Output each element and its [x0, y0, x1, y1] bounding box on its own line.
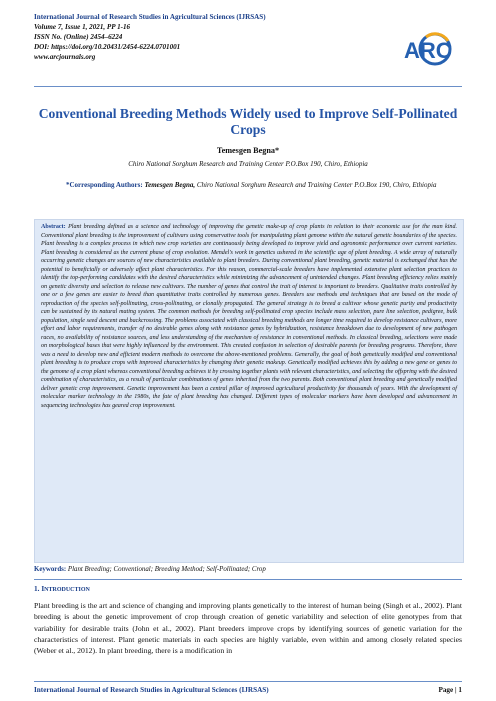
header-rule: [34, 86, 462, 87]
website-link[interactable]: www.arcjournals.org: [34, 53, 96, 61]
author-affiliation: Chiro National Sorghum Research and Training Center P.O.Box 190, Chiro, Ethiopia: [128, 160, 368, 168]
keywords-label: Keywords:: [34, 566, 67, 573]
paper-title: Conventional Breeding Methods Widely used to Improve Self-Pollinated Crops: [38, 106, 458, 137]
volume-info: Volume 7, Issue 1, 2021, PP 1-16: [34, 23, 131, 31]
corresponding-author: [66, 181, 446, 191]
abstract-label: Abstract:: [41, 224, 66, 230]
issn-info: ISSN No. (Online) 2454–6224: [34, 33, 123, 41]
section-title-rest: NTRODUCTION: [44, 587, 90, 593]
journal-header: [34, 12, 364, 62]
page-number: Page | 1: [438, 686, 462, 694]
arc-logo: [396, 28, 462, 74]
section-heading: [34, 584, 90, 593]
page-footer: [34, 686, 462, 694]
corresponding-details: Chiro National Sorghum Research and Training Center P.O.Box 190, Chiro, Ethiopia: [196, 181, 437, 189]
logo-letters: ARC: [404, 38, 452, 63]
author-name: Temesgen Begna*: [216, 146, 280, 155]
section-title-first: I: [41, 584, 45, 593]
section-number: 1.: [34, 584, 40, 593]
journal-name: International Journal of Research Studies in Agricultural Sciences (IJRSAS): [34, 13, 266, 21]
corresponding-name: Temesgen Begna,: [144, 181, 196, 189]
keywords-text: Plant Breeding; Conventional; Breeding Method; Self-Pollinated; Crop: [67, 566, 266, 573]
abstract-text: Plant breeding defined as a science and technology of improving the genetic make-up of crop plants in relation to their economic use for the man kind. Conventional plant breeding is the improvement of cultivars using conservative tools for manipulating plant genome within the natural genetic boundaries of the species. Plant breeding is a complex process in which new crop varieties are continuously being developed to improve yield and agronomic performance over current varieties. Plant breeding is considered as the current phase of crop evolution. Mendel's work in genetics ushered in the scientific age of plant breeding. A wide array of naturally occurring genetic changes are sources of new characteristics available to plant breeders. During conventional plant breeding, genetic material is exchanged that has the potential to beneficially or adversely affect plant characteristics. For this reason, commercial-scale breeders have implemented extensive plant selection practices to identify the top-performing candidates with the desired characteristics while minimizing the advancement of unintended changes. Plant breeding efficiency relies mainly on genetic diversity and selection to release new cultivars. The number of genes that control the trait of interest is important to breeders. Qualitative traits controlled by one or a few genes are easier to breed than quantitative traits controlled by numerous genes. Breeders use methods and techniques that are based on the mode of reproduction of the species self-pollinating, cross-pollinating, or clonally propagated. The general strategy is to breed a cultivar whose genetic purity and productivity can be sustained by its natural mating system. The common methods for breeding self-pollinated crop species include mass selection, pure line selection, pedigree, bulk population, single seed descent and backcrossing. The problems associated with classical breeding methods are longer time required to develop resistance cultivars, more effort and labor requirements, transfer of no desirable genes along with resistance genes by hybridization, resistance breakdown due to development of new pathogen races, no availability of resistance sources, and less understanding of the mechanism of resistance in conventional methods. In classical breeding, selections were made on morphological bases that were highly influenced by the environment. This created confusion in selection of desirable parents for breeding programs. Therefore, there was a need to develop new and efficient modern methods to overcome the above-mentioned problems. Generally, the goal of both genetically modified and conventional plant breeding is to produce crops with improved characteristics by changing their genetic makeup. Genetically modified achieves this by adding a new gene or genes to the genome of a crop plant whereas conventional breeding achieves it by crossing together plants with relevant characteristics, and selecting the offspring with the desired combination of characteristics, as a result of particular combinations of genes inherited from the two parents. Both conventional plant breeding and genetically modified deliver genetic crop improvement. Genetic improvement has been a central pillar of improved agricultural productivity for thousands of years. With the development of molecular marker technology in the 1980s, the fate of plant breeding has changed. Different types of molecular markers have been developed and advancement in sequencing technologies has geared crop improvement.: [41, 224, 458, 409]
abstract-box: [34, 219, 464, 563]
doi-link[interactable]: DOI: https://doi.org/10.20431/2454-6224.0701001: [34, 43, 181, 51]
body-paragraph: Plant breeding is the art and science of changing and improving plants genetically to the interest of human being (Singh et al., 2002). Plant breeding is about the genetic improvement of crop through creation of genetic variability and selection of elite genotypes from that variability for desirable traits (John et al., 2002). Plant breeders improve crops by identifying sources of genetic variation for the characteristics of interest. Plant genetic materials in each species are highly variable, even within and among closely related species (Weber et al., 2012). In plant breeding, there is a modification in: [34, 601, 462, 656]
keywords: [34, 566, 462, 573]
footer-rule: [34, 681, 462, 682]
keywords-rule: [34, 579, 462, 580]
corresponding-label: *Corresponding Authors:: [66, 181, 143, 189]
footer-journal: International Journal of Research Studies in Agricultural Sciences (IJRSAS): [34, 686, 269, 694]
